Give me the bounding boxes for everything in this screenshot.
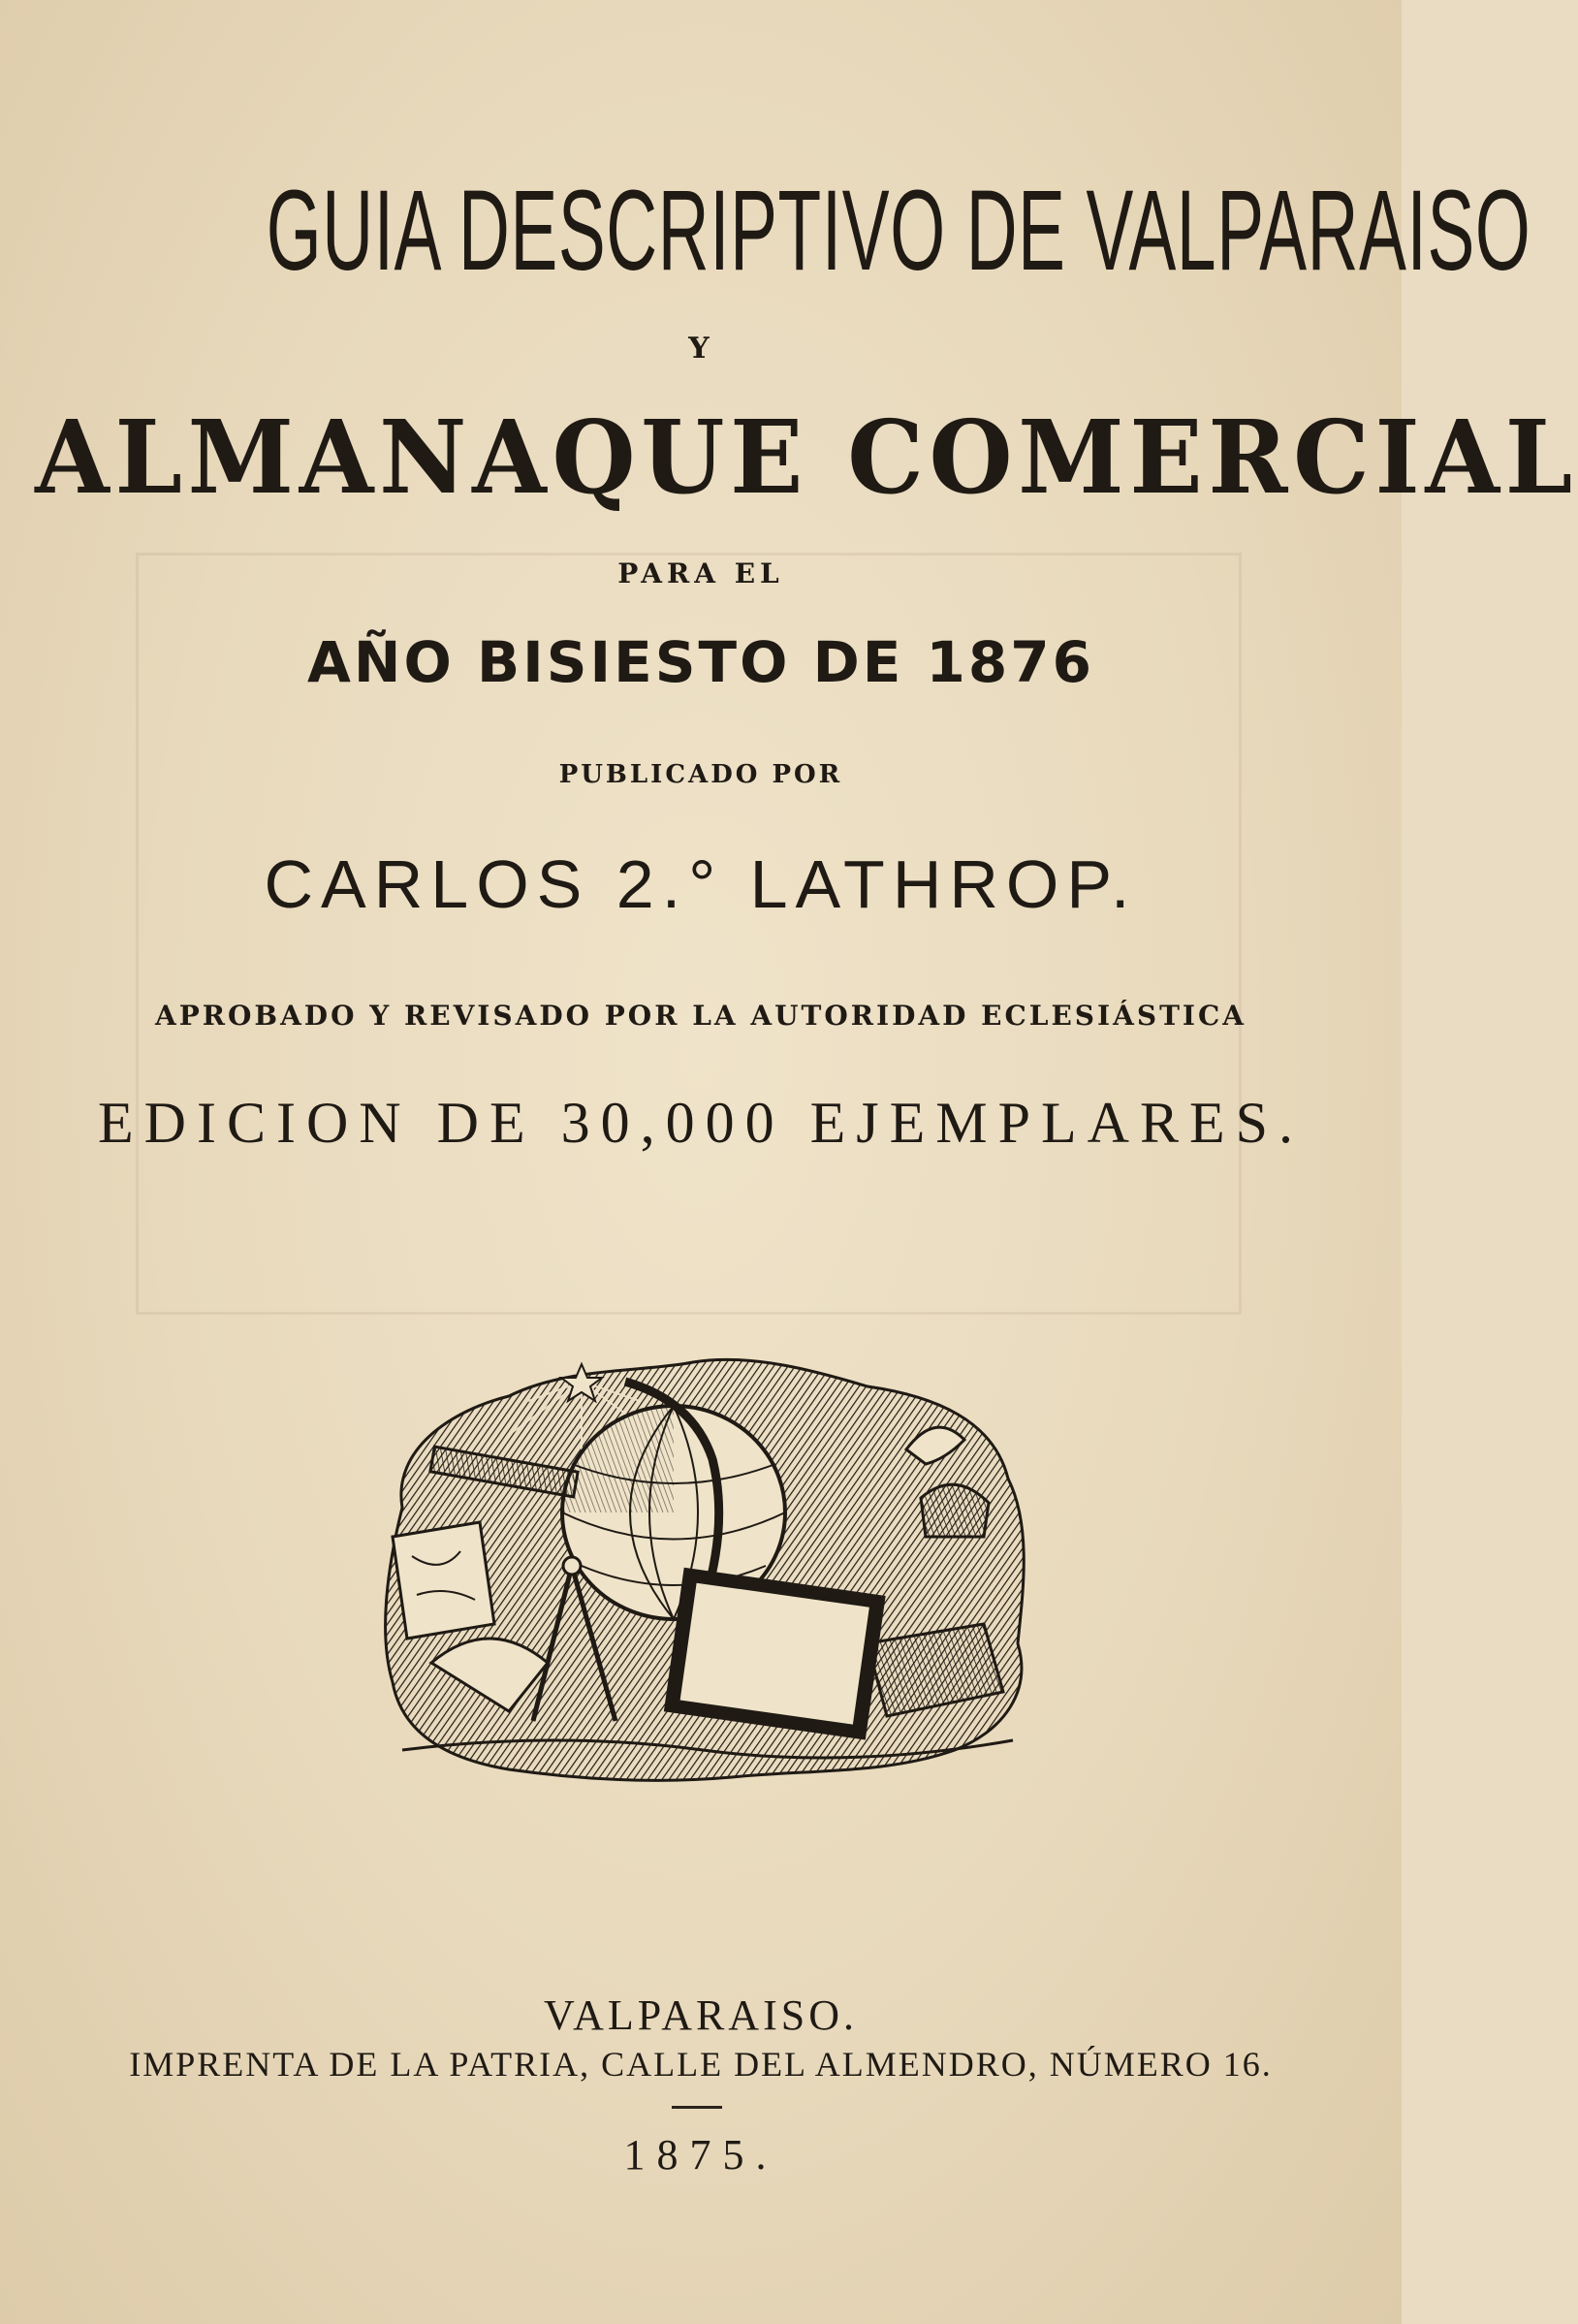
city-line: VALPARAISO.	[544, 1991, 858, 2039]
para-el: PARA EL	[617, 557, 784, 589]
divider-rule	[672, 2106, 722, 2109]
subtitle: ALMANAQUE COMERCIAL	[35, 398, 1578, 517]
printer-line: IMPRENTA DE LA PATRIA, CALLE DEL ALMENDRO, NÚMERO 16.	[129, 2045, 1273, 2084]
engraving-globe-instruments-icon	[363, 1343, 1042, 1808]
edition-line: EDICION DE 30,000 EJEMPLARES.	[98, 1091, 1304, 1155]
main-title: GUIA DESCRIPTIVO DE VALPARAISO	[266, 167, 1531, 295]
year-line: AÑO BISIESTO DE 1876	[307, 629, 1094, 695]
date-line: 1875.	[623, 2131, 778, 2179]
conjunction: Y	[688, 332, 713, 366]
publicado-por: PUBLICADO POR	[558, 760, 843, 789]
author-name: CARLOS 2.° LATHROP.	[264, 846, 1138, 922]
approval-line: APROBADO Y REVISADO POR LA AUTORIDAD ECLESIÁSTICA	[154, 1000, 1247, 1032]
